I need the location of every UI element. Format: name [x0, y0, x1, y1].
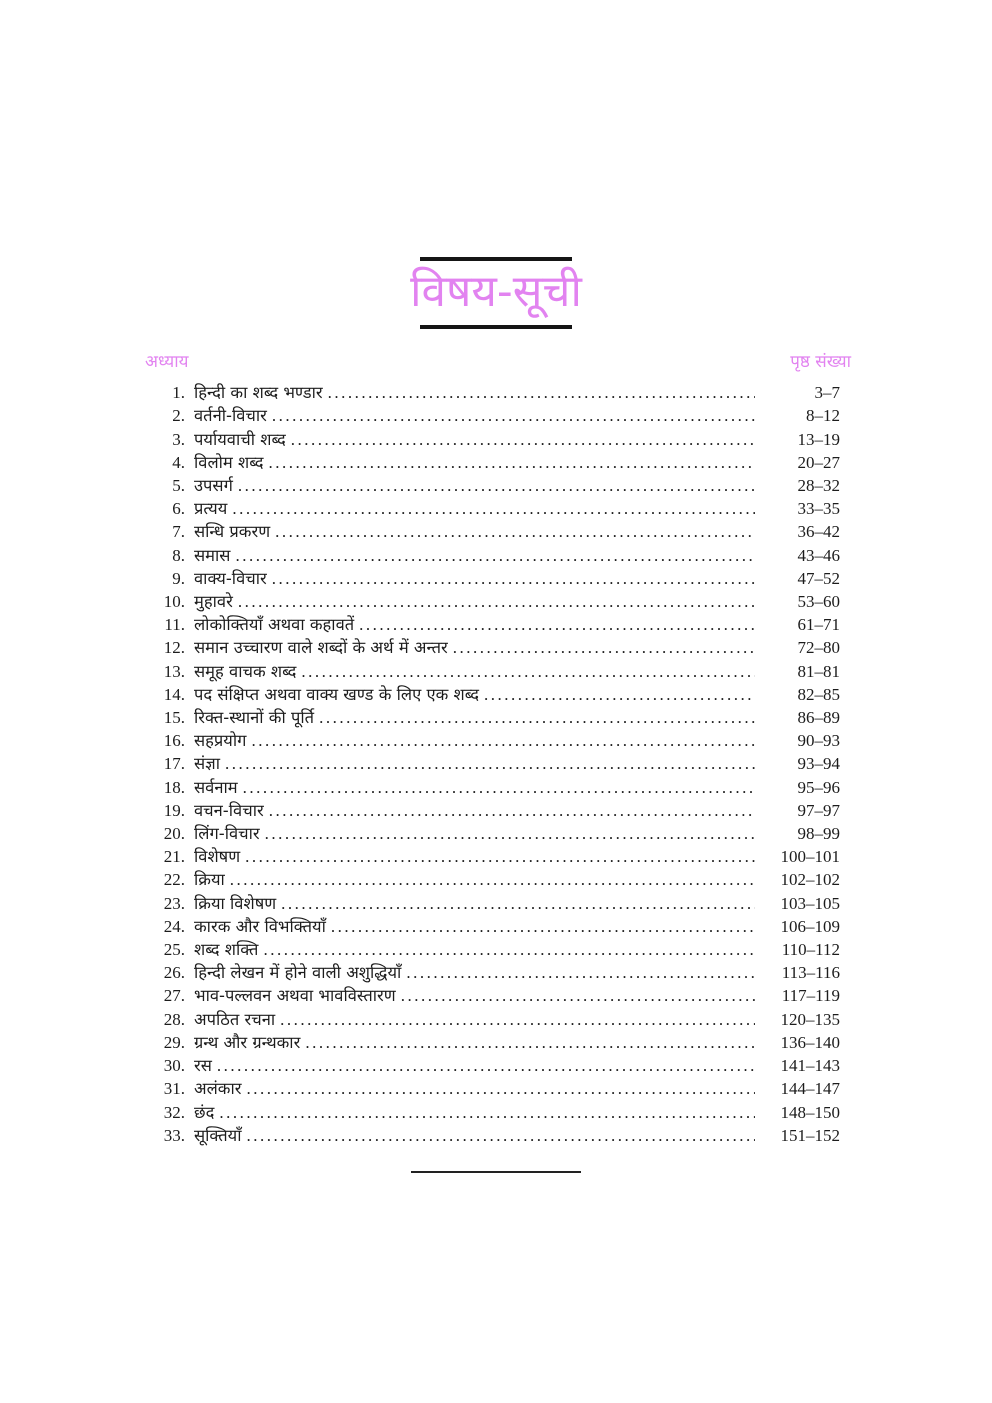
toc-entry	[145, 567, 851, 590]
entry-title: समान उच्चारण वाले शब्दों के अर्थ में अन्तर	[194, 638, 448, 658]
chapter-column-label: अध्याय	[145, 352, 189, 372]
entry-number: 9.	[172, 568, 185, 588]
dot-leader	[291, 428, 755, 451]
toc-entry	[145, 520, 851, 543]
entry-pages: 28–32	[797, 476, 840, 496]
toc-entry	[145, 706, 851, 729]
toc-entry	[145, 636, 851, 659]
toc-entry	[145, 613, 851, 636]
entry-title: लोकोक्तियाँ अथवा कहावतें	[194, 615, 355, 635]
title-rule-top	[420, 257, 572, 261]
entry-number: 15.	[163, 708, 185, 728]
entry-pages: 110–112	[781, 940, 840, 960]
toc-entry	[145, 961, 851, 984]
dot-leader	[247, 1077, 756, 1100]
dot-leader	[328, 381, 755, 404]
dot-leader	[247, 1124, 755, 1147]
entry-title: मुहावरे	[194, 592, 233, 612]
entry-number: 10.	[163, 592, 185, 612]
entry-pages: 13–19	[797, 429, 840, 449]
dot-leader	[359, 613, 755, 636]
entry-title: सन्धि प्रकरण	[194, 522, 271, 542]
entry-number: 13.	[163, 661, 185, 681]
entry-pages: 113–116	[781, 963, 840, 983]
entry-pages: 90–93	[797, 731, 840, 751]
dot-leader	[272, 567, 755, 590]
entry-title: समूह वाचक शब्द	[194, 661, 297, 681]
entry-number: 16.	[163, 731, 185, 751]
entry-number: 6.	[172, 499, 185, 519]
entry-number: 27.	[163, 986, 185, 1006]
entry-number: 3.	[172, 429, 185, 449]
dot-leader	[401, 984, 755, 1007]
entry-title: शब्द शक्ति	[194, 940, 259, 960]
entry-pages: 43–46	[797, 545, 840, 565]
entry-pages: 53–60	[797, 592, 840, 612]
entry-pages: 100–101	[780, 847, 840, 867]
entry-number: 26.	[163, 963, 185, 983]
entry-pages: 136–140	[780, 1032, 840, 1052]
entry-title: हिन्दी लेखन में होने वाली अशुद्धियाँ	[194, 963, 402, 983]
entry-number: 17.	[163, 754, 185, 774]
dot-leader	[406, 961, 755, 984]
entry-number: 2.	[172, 406, 185, 426]
entry-title: कारक और विभक्तियाँ	[194, 916, 326, 936]
toc-entry	[145, 938, 851, 961]
entry-pages: 8–12	[806, 406, 840, 426]
entry-title: क्रिया विशेषण	[194, 893, 277, 913]
entry-title: छंद	[194, 1102, 215, 1122]
entry-pages: 102–102	[780, 870, 840, 890]
toc-entry	[145, 822, 851, 845]
dot-leader	[269, 799, 755, 822]
entry-number: 19.	[163, 800, 185, 820]
entry-number: 5.	[172, 476, 185, 496]
entry-title: विशेषण	[194, 847, 241, 867]
entry-pages: 82–85	[797, 684, 840, 704]
entry-number: 23.	[163, 893, 185, 913]
entry-title: अपठित रचना	[194, 1009, 276, 1029]
toc-entry	[145, 590, 851, 613]
dot-leader	[272, 404, 755, 427]
entry-number: 12.	[163, 638, 185, 658]
entry-number: 14.	[163, 684, 185, 704]
entry-title: संज्ञा	[194, 754, 221, 774]
end-rule	[411, 1171, 581, 1173]
toc-entry	[145, 660, 851, 683]
toc-entry	[145, 474, 851, 497]
toc-entry	[145, 845, 851, 868]
entry-pages: 20–27	[797, 452, 840, 472]
entry-title: सूक्तियाँ	[194, 1125, 242, 1145]
entry-number: 28.	[163, 1009, 185, 1029]
dot-leader	[319, 706, 755, 729]
toc	[145, 351, 851, 1147]
entry-title: क्रिया	[194, 870, 225, 890]
entry-title: उपसर्ग	[194, 476, 233, 496]
title-rule-bottom	[420, 325, 572, 329]
entry-number: 30.	[163, 1056, 185, 1076]
toc-entry	[145, 428, 851, 451]
dot-leader	[263, 938, 755, 961]
toc-entry	[145, 1008, 851, 1031]
toc-entry	[145, 451, 851, 474]
entry-number: 1.	[172, 383, 185, 403]
dot-leader	[275, 520, 755, 543]
entry-title: लिंग-विचार	[194, 824, 260, 844]
entry-title: रस	[194, 1056, 212, 1076]
entry-title: विलोम शब्द	[194, 452, 264, 472]
entry-number: 18.	[163, 777, 185, 797]
dot-leader	[243, 776, 755, 799]
toc-entry	[145, 497, 851, 520]
dot-leader	[238, 590, 755, 613]
entry-title: वाक्य-विचार	[194, 568, 267, 588]
entry-number: 24.	[163, 916, 185, 936]
entry-pages: 120–135	[780, 1009, 840, 1029]
entry-number: 8.	[172, 545, 185, 565]
toc-entry	[145, 1054, 851, 1077]
toc-list	[145, 381, 851, 1147]
entry-number: 7.	[172, 522, 185, 542]
toc-entry	[145, 752, 851, 775]
entry-number: 21.	[163, 847, 185, 867]
entry-pages: 86–89	[797, 708, 840, 728]
entry-title: प्रत्यय	[194, 499, 228, 519]
entry-number: 11.	[164, 615, 185, 635]
toc-entry	[145, 1031, 851, 1054]
toc-entry	[145, 1124, 851, 1147]
toc-entry	[145, 683, 851, 706]
dot-leader	[238, 474, 755, 497]
entry-pages: 144–147	[780, 1079, 840, 1099]
page-column-label: पृष्ठ संख्या	[790, 352, 851, 372]
dot-leader	[280, 1008, 755, 1031]
entry-pages: 93–94	[797, 754, 840, 774]
entry-number: 31.	[163, 1079, 185, 1099]
dot-leader	[484, 683, 755, 706]
dot-leader	[217, 1054, 755, 1077]
dot-leader	[453, 636, 755, 659]
toc-entry	[145, 776, 851, 799]
entry-pages: 72–80	[797, 638, 840, 658]
entry-number: 33.	[163, 1125, 185, 1145]
entry-pages: 61–71	[797, 615, 840, 635]
toc-entry	[145, 799, 851, 822]
entry-pages: 106–109	[780, 916, 840, 936]
dot-leader	[331, 915, 755, 938]
dot-leader	[219, 1101, 755, 1124]
entry-number: 29.	[163, 1032, 185, 1052]
entry-pages: 117–119	[781, 986, 840, 1006]
entry-number: 20.	[163, 824, 185, 844]
dot-leader	[281, 892, 755, 915]
title-block	[0, 257, 992, 329]
entry-pages: 97–97	[797, 800, 840, 820]
dot-leader	[232, 497, 755, 520]
entry-pages: 33–35	[797, 499, 840, 519]
dot-leader	[269, 451, 756, 474]
toc-header	[145, 351, 851, 374]
toc-entry	[145, 404, 851, 427]
dot-leader	[245, 845, 755, 868]
entry-number: 25.	[163, 940, 185, 960]
entry-title: वर्तनी-विचार	[194, 406, 267, 426]
entry-title: वचन-विचार	[194, 800, 264, 820]
entry-title: सर्वनाम	[194, 777, 238, 797]
dot-leader	[230, 868, 755, 891]
entry-title: समास	[194, 545, 231, 565]
toc-entry	[145, 915, 851, 938]
entry-pages: 95–96	[797, 777, 840, 797]
entry-pages: 151–152	[780, 1125, 840, 1145]
entry-title: पद संक्षिप्त अथवा वाक्य खण्ड के लिए एक शब्द	[194, 684, 479, 704]
toc-entry	[145, 544, 851, 567]
entry-title: अलंकार	[194, 1079, 242, 1099]
entry-pages: 47–52	[797, 568, 840, 588]
toc-entry	[145, 892, 851, 915]
entry-title: रिक्त-स्थानों की पूर्ति	[194, 708, 315, 728]
entry-pages: 98–99	[797, 824, 840, 844]
entry-title: हिन्दी का शब्द भण्डार	[194, 383, 323, 403]
entry-number: 32.	[163, 1102, 185, 1122]
toc-entry	[145, 1077, 851, 1100]
toc-entry	[145, 1101, 851, 1124]
entry-pages: 141–143	[780, 1056, 840, 1076]
dot-leader	[251, 729, 755, 752]
dot-leader	[265, 822, 755, 845]
entry-number: 4.	[172, 452, 185, 472]
entry-title: सहप्रयोग	[194, 731, 247, 751]
dot-leader	[301, 660, 755, 683]
entry-pages: 148–150	[780, 1102, 840, 1122]
toc-entry	[145, 381, 851, 404]
toc-entry	[145, 984, 851, 1007]
entry-number: 22.	[163, 870, 185, 890]
entry-pages: 81–81	[797, 661, 840, 681]
entry-title: भाव-पल्लवन अथवा भावविस्तारण	[194, 986, 396, 1006]
dot-leader	[235, 544, 755, 567]
dot-leader	[225, 752, 755, 775]
toc-entry	[145, 868, 851, 891]
dot-leader	[305, 1031, 755, 1054]
entry-pages: 103–105	[780, 893, 840, 913]
entry-title: ग्रन्थ और ग्रन्थकार	[194, 1032, 301, 1052]
entry-title: पर्यायवाची शब्द	[194, 429, 286, 449]
toc-entry	[145, 729, 851, 752]
page-title: विषय-सूची	[410, 266, 582, 317]
entry-pages: 3–7	[814, 383, 840, 403]
entry-pages: 36–42	[797, 522, 840, 542]
